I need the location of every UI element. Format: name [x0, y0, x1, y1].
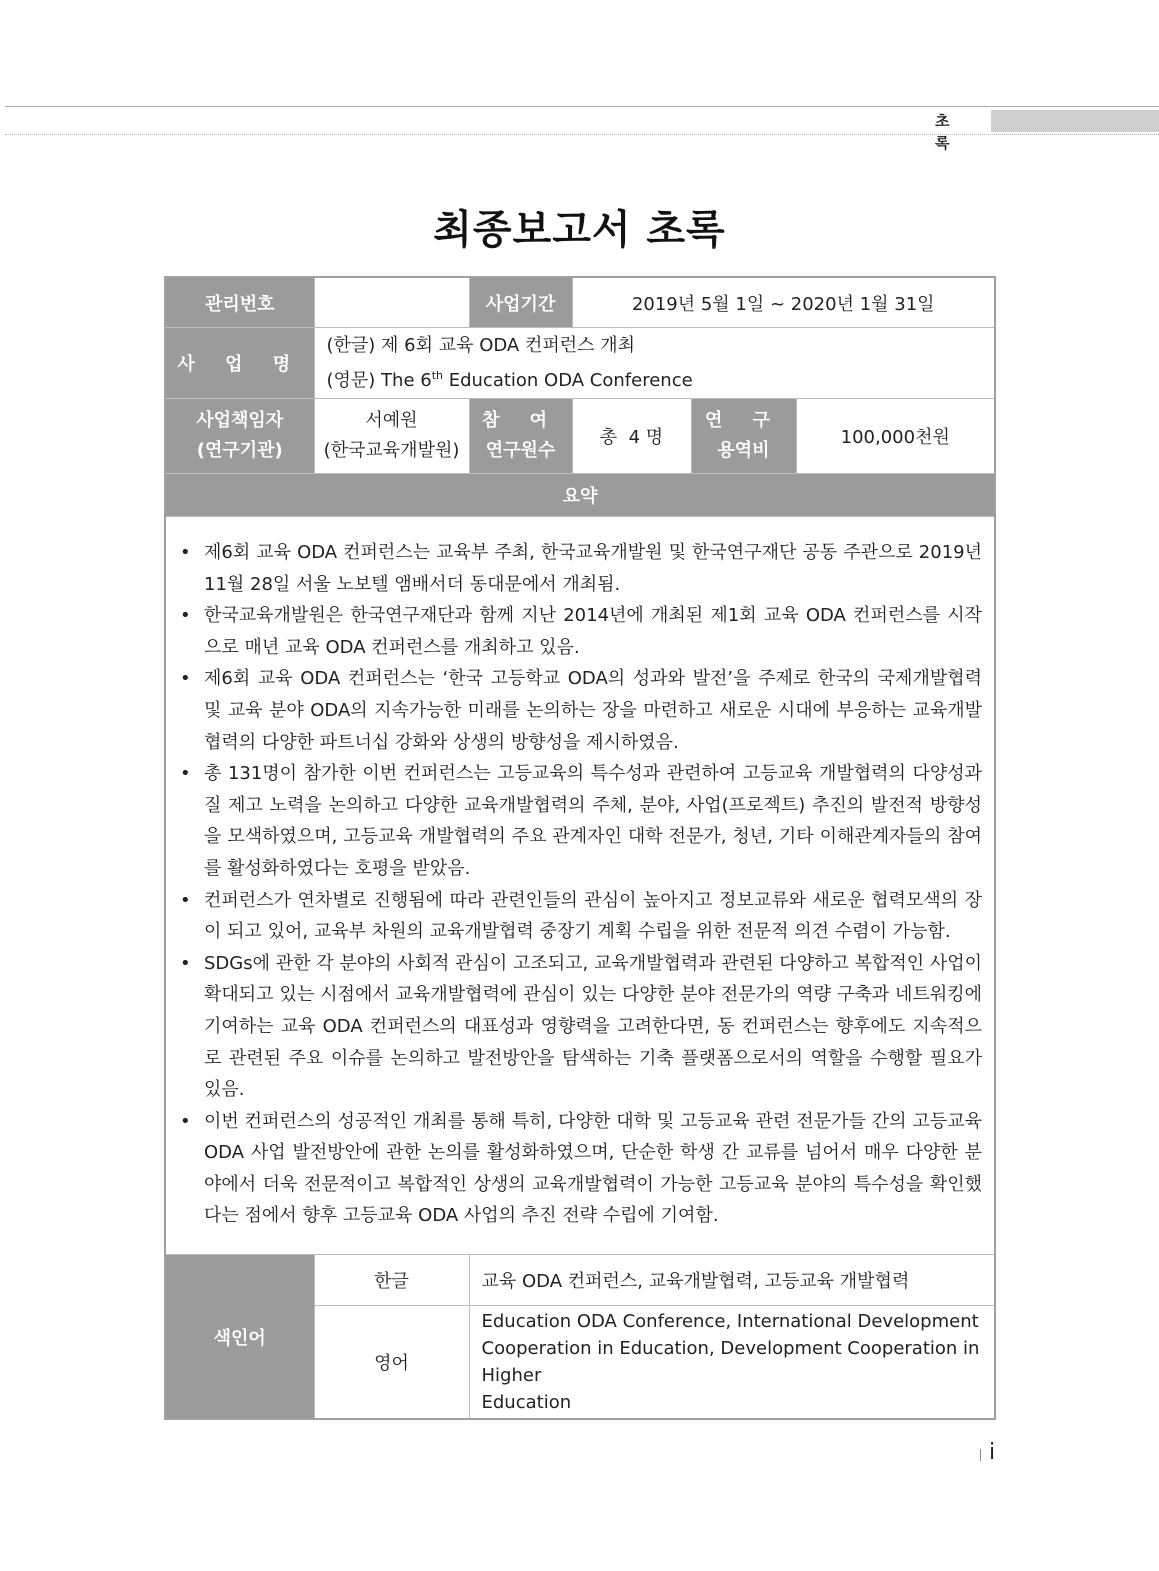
pi-label-line1: 사업책임자	[196, 410, 284, 431]
project-name-label: 사 업 명	[165, 328, 314, 399]
page-number	[980, 1440, 995, 1465]
participants-label-line2: 연구원수	[485, 440, 556, 461]
summary-item: • 한국교육개발원은 한국연구재단과 함께 지난 2014년에 개최된 제1회 교육 ODA 컨퍼런스를 시작으로 매년 교육 ODA 컨퍼런스를 개최하고 있음.	[178, 600, 982, 663]
keywords-korean-label: 한글	[314, 1255, 469, 1306]
cost-label-line2: 용역비	[717, 440, 770, 461]
participants-label-line1: 참 여	[481, 410, 560, 431]
project-name-english	[327, 361, 995, 396]
mgmt-no-label: 관리번호	[165, 277, 314, 328]
period-label: 사업기간	[469, 277, 572, 328]
page-title: 최종보고서 초록	[433, 207, 726, 253]
summary-list	[178, 537, 982, 1232]
cost-value: 100,000천원	[796, 399, 995, 474]
keywords-english-label: 영어	[314, 1306, 469, 1420]
project-name-english-sup: th	[431, 368, 443, 382]
page-number-text: i	[989, 1440, 996, 1465]
section-label: 초 록	[935, 112, 964, 152]
summary-item: • 컨퍼런스가 연차별로 진행됨에 따라 관련인들의 관심이 높아지고 정보교류와 새로운 협력모색의 장이 되고 있어, 교육부 차원의 교육개발협력 중장기 계획 수립을 위한 전문적 의견 수렴이 가능함.	[178, 885, 982, 948]
keywords-english-line3: Education	[481, 1392, 572, 1414]
keywords-english-line2: Cooperation in Education, Development Cooperation in Higher	[481, 1338, 980, 1387]
row-summary-header	[165, 474, 995, 517]
keywords-english-line1: Education ODA Conference, International Development	[481, 1311, 979, 1333]
row-people	[165, 399, 995, 474]
pi-institution: (한국교육개발원)	[323, 440, 460, 461]
pi-label-line2: (연구기관)	[196, 440, 283, 461]
keywords-label: 색인어	[165, 1255, 314, 1420]
participants-value: 총 4 명	[572, 399, 691, 474]
abstract-table	[164, 276, 996, 1420]
header-rule	[5, 106, 1159, 107]
summary-label: 요약	[165, 474, 995, 517]
row-project-name	[165, 328, 995, 399]
pi-value	[314, 399, 469, 474]
cost-label	[691, 399, 796, 474]
summary-item: • 제6회 교육 ODA 컨퍼런스는 ‘한국 고등학교 ODA의 성과와 발전’을 주제로 한국의 국제개발협력 및 교육 분야 ODA의 지속가능한 미래를 논의하는 장을 마련하고 새로운 시대에 부응하는 교육개발 협력의 다양한 파트너십 강화와 상생의 방향성을 제시하였음.	[178, 663, 982, 758]
header-dotted-rule	[5, 134, 1159, 135]
project-name-korean: (한글) 제 6회 교육 ODA 컨퍼런스 개최	[326, 334, 636, 356]
row-summary	[165, 517, 995, 1255]
pi-label	[165, 399, 314, 474]
summary-item: • SDGs에 관한 각 분야의 사회적 관심이 고조되고, 교육개발협력과 관련된 다양하고 복합적인 사업이 확대되고 있는 시점에서 교육개발협력에 관심이 있는 다양한 분야 전문가의 역량 구축과 네트워킹에 기여하는 교육 ODA 컨퍼런스의 대표성과 영향력을 고려한다면, 동 컨퍼런스는 향후에도 지속적으로 관련된 주요 이슈를 논의하고 발전방안을 탐색하는 기축 플랫폼으로서의 역할을 수행할 필요가 있음.	[178, 948, 982, 1106]
page-number-divider	[980, 1449, 981, 1461]
summary-cell	[165, 517, 995, 1255]
cost-label-line1: 연 구	[704, 410, 783, 431]
period-value: 2019년 5월 1일 ~ 2020년 1월 31일	[572, 277, 995, 328]
pi-name: 서예원	[365, 410, 418, 431]
summary-item: • 이번 컨퍼런스의 성공적인 개최를 통해 특히, 다양한 대학 및 고등교육 관련 전문가들 간의 고등교육 ODA 사업 발전방안에 관한 논의를 활성화하였으며, 단순한 학생 간 교류를 넘어서 매우 다양한 분야에서 더욱 전문적이고 복합적인 상생의 교육개발협력이 가능한 고등교육 분야의 특수성을 확인했다는 점에서 향후 고등교육 ODA 사업의 추진 전략 수립에 기여함.	[178, 1106, 982, 1232]
summary-item: • 총 131명이 참가한 이번 컨퍼런스는 고등교육의 특수성과 관련하여 고등교육 개발협력의 다양성과 질 제고 노력을 논의하고 다양한 교육개발협력의 주체, 분야, 사업(프로젝트) 추진의 발전적 방향성을 모색하였으며, 고등교육 개발협력의 주요 관계자인 대학 전문가, 청년, 기타 이해관계자들의 참여를 활성화하였다는 호평을 받았음.	[178, 758, 982, 884]
project-name-english-suffix: Education ODA Conference	[443, 369, 693, 391]
summary-item: • 제6회 교육 ODA 컨퍼런스는 교육부 주최, 한국교육개발원 및 한국연구재단 공동 주관으로 2019년 11월 28일 서울 노보텔 앰배서더 동대문에서 개최됨.	[178, 537, 982, 600]
row-keywords-korean	[165, 1255, 995, 1306]
project-name-value	[314, 328, 995, 399]
project-name-english-prefix: (영문) The 6	[326, 369, 432, 391]
participants-label	[469, 399, 572, 474]
keywords-english-value	[469, 1306, 995, 1420]
keywords-korean-value: 교육 ODA 컨퍼런스, 교육개발협력, 고등교육 개발협력	[469, 1255, 995, 1306]
row-management	[165, 277, 995, 328]
section-bar	[991, 110, 1159, 132]
mgmt-no-value	[314, 277, 469, 328]
